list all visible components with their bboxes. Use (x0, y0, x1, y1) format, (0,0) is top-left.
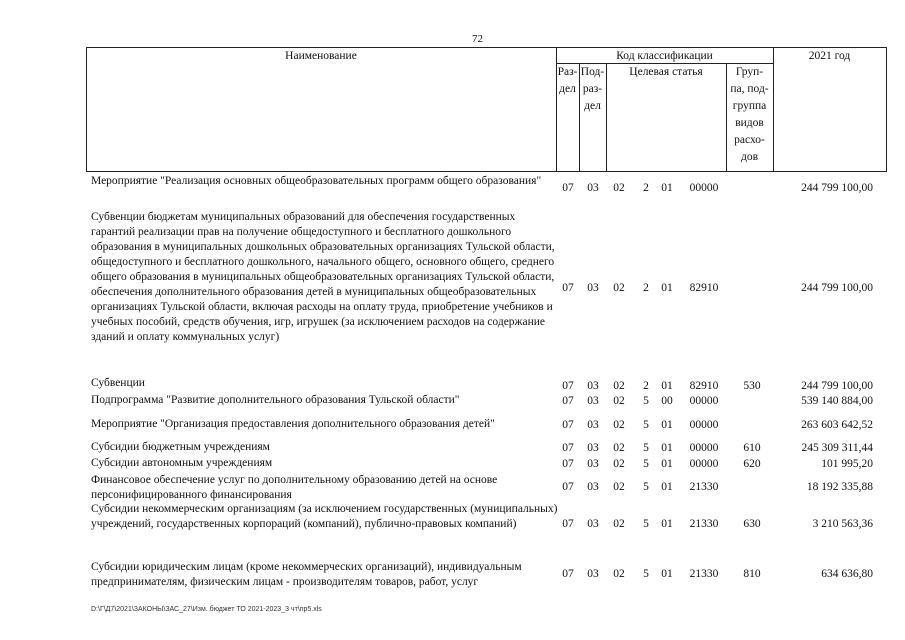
row-target-1: 02 (613, 458, 625, 470)
row-target-3: 01 (661, 481, 673, 493)
row-razdel: 07 (562, 458, 574, 470)
row-target-1: 02 (613, 282, 625, 294)
header-code-group: Код классификации (616, 50, 713, 62)
row-name: Подпрограмма "Развитие дополнительного образования Тульской области" (91, 394, 460, 406)
row-razdel: 07 (562, 518, 574, 530)
row-podrazdel: 03 (587, 458, 599, 470)
row-target-2: 5 (643, 419, 649, 431)
row-target-1: 02 (613, 568, 625, 580)
row-target-1: 02 (613, 481, 625, 493)
row-podrazdel: 03 (587, 442, 599, 454)
header-razdel: Раз- дел (557, 66, 578, 95)
row-target-3: 01 (661, 458, 673, 470)
row-name: Субсидии юридическим лицам (кроме некоммерческих организаций), индивидуальным предпринимателям, физическим лицам - производителям товаров, работ, услуг (91, 561, 522, 588)
row-target-1: 02 (613, 395, 625, 407)
row-target-4: 00000 (689, 458, 719, 470)
row-name: Мероприятие "Реализация основных общеобразовательных программ общего образования" (91, 175, 542, 187)
header-podrazdel: Под- раз- дел (580, 66, 605, 112)
row-expense-group: 530 (743, 380, 761, 392)
row-podrazdel: 03 (587, 282, 599, 294)
page-number: 72 (472, 33, 483, 45)
row-sum: 244 799 100,00 (801, 282, 873, 294)
row-podrazdel: 03 (587, 568, 599, 580)
row-target-3: 01 (661, 568, 673, 580)
row-sum: 18 192 335,88 (806, 481, 873, 493)
row-sum: 634 636,80 (821, 568, 873, 580)
row-target-4: 21330 (689, 481, 719, 493)
row-razdel: 07 (562, 182, 574, 194)
row-razdel: 07 (562, 419, 574, 431)
row-podrazdel: 03 (587, 182, 599, 194)
row-target-1: 02 (613, 182, 625, 194)
row-expense-group: 810 (743, 568, 761, 580)
row-target-2: 5 (643, 568, 649, 580)
row-podrazdel: 03 (587, 395, 599, 407)
row-target-2: 5 (643, 458, 649, 470)
row-sum: 244 799 100,00 (801, 182, 873, 194)
row-sum: 3 210 563,36 (812, 518, 873, 530)
row-expense-group: 620 (743, 458, 761, 470)
row-target-4: 21330 (689, 568, 719, 580)
row-target-1: 02 (613, 442, 625, 454)
row-target-2: 5 (643, 481, 649, 493)
row-sum: 101 995,20 (821, 458, 873, 470)
row-razdel: 07 (562, 395, 574, 407)
row-target-3: 00 (661, 395, 673, 407)
row-sum: 244 799 100,00 (801, 380, 873, 392)
header-name: Наименование (285, 50, 357, 62)
row-razdel: 07 (562, 568, 574, 580)
row-target-4: 00000 (689, 395, 719, 407)
row-expense-group: 630 (743, 518, 761, 530)
row-target-4: 82910 (689, 282, 719, 294)
row-name: Субсидии некоммерческим организациям (за исключением государственных (муниципальных) учреждений, государственных корпораций (компаний), публично-правовых компаний) (91, 503, 558, 530)
row-target-2: 5 (643, 518, 649, 530)
header-target: Целевая статья (629, 66, 703, 78)
row-target-3: 01 (661, 380, 673, 392)
row-razdel: 07 (562, 442, 574, 454)
row-target-3: 01 (661, 182, 673, 194)
row-target-2: 2 (643, 380, 649, 392)
row-razdel: 07 (562, 380, 574, 392)
row-name: Субвенции бюджетам муниципальных образований для обеспечения государственных гарантий реализации прав на получение общедоступного и бесплатного дошкольного образования в муниципальных дошкольных образовательных организациях Тульской области, общедоступного и бесплатного дошкольного, начального общего, основного общего, среднего общего образования в муниципальных общеобразовательных организациях Тульской области, обеспечения дополнительного образования детей в муниципальных общеобразовательных организациях Тульской области, включая расходы на оплату труда, приобретение учебников и учебных пособий, средств обучения, игр, игрушек (за исключением расходов на содержание зданий и оплату коммунальных услуг) (91, 211, 555, 343)
row-target-1: 02 (613, 419, 625, 431)
row-razdel: 07 (562, 481, 574, 493)
row-target-3: 01 (661, 518, 673, 530)
row-target-4: 82910 (689, 380, 719, 392)
row-target-2: 2 (643, 282, 649, 294)
row-sum: 245 309 311,44 (801, 442, 873, 454)
row-name: Мероприятие "Организация предоставления дополнительного образования детей" (91, 418, 495, 430)
row-podrazdel: 03 (587, 380, 599, 392)
row-sum: 263 603 642,52 (801, 419, 873, 431)
row-podrazdel: 03 (587, 518, 599, 530)
row-target-1: 02 (613, 380, 625, 392)
row-target-4: 00000 (689, 419, 719, 431)
file-path-footer: D:\Г\Д7\2021\ЗАКОНЫ\ЗАС_27\Изм. бюджет ТО 2021-2023_3 чт\пр5.xls (91, 606, 322, 613)
row-name: Финансовое обеспечение услуг по дополнительному образованию детей на основе персонифицированного финансирования (91, 474, 498, 501)
row-target-4: 00000 (689, 442, 719, 454)
header-year: 2021 год (808, 50, 851, 62)
row-podrazdel: 03 (587, 481, 599, 493)
row-sum: 539 140 884,00 (801, 395, 873, 407)
header-group: Груп- па, под- группа видов расхо- дов (730, 66, 769, 163)
row-name: Субсидии бюджетным учреждениям (91, 441, 270, 453)
row-name: Субвенции (91, 377, 145, 389)
row-target-3: 01 (661, 442, 673, 454)
row-target-1: 02 (613, 518, 625, 530)
row-target-2: 5 (643, 395, 649, 407)
row-target-2: 5 (643, 442, 649, 454)
row-target-3: 01 (661, 419, 673, 431)
row-target-4: 00000 (689, 182, 719, 194)
row-target-4: 21330 (689, 518, 719, 530)
row-name: Субсидии автономным учреждениям (91, 457, 273, 469)
row-podrazdel: 03 (587, 419, 599, 431)
row-target-3: 01 (661, 282, 673, 294)
row-razdel: 07 (562, 282, 574, 294)
row-target-2: 2 (643, 182, 649, 194)
row-expense-group: 610 (743, 442, 761, 454)
